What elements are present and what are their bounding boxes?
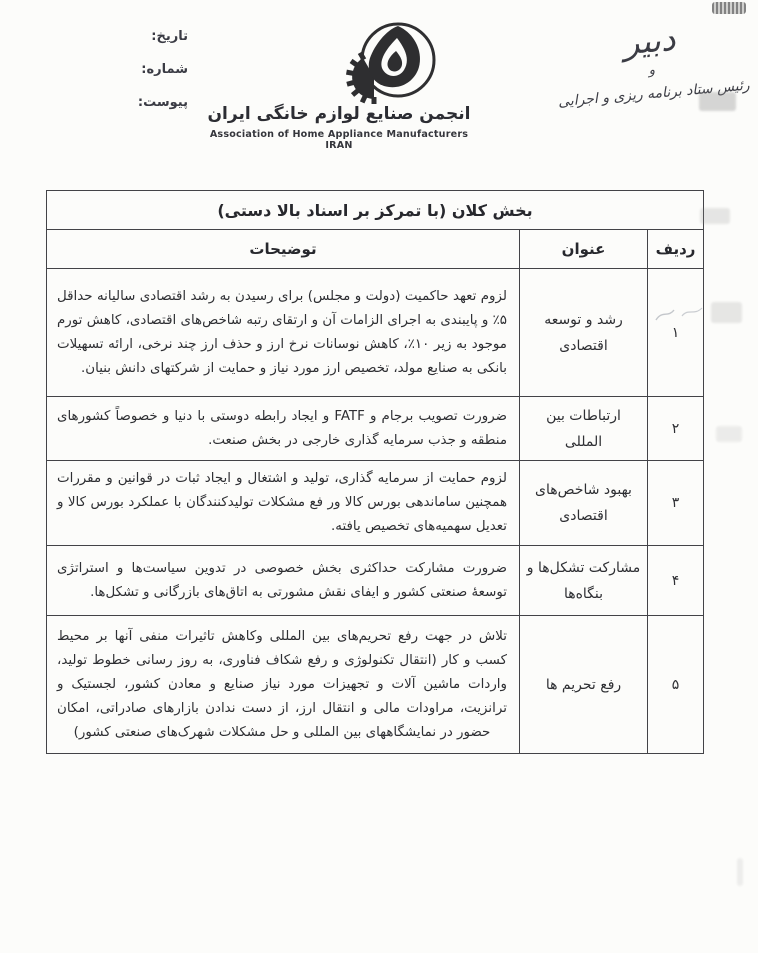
scan-artifact xyxy=(712,2,746,14)
table-title: بخش کلان (با تمرکز بر اسناد بالا دستی) xyxy=(47,191,704,230)
header-subject: عنوان xyxy=(520,230,648,269)
gear-flame-logo-icon xyxy=(336,20,456,104)
row-description: لزوم تعهد حاکمیت (دولت و مجلس) برای رسیدن به رشد اقتصادی سالیانه حداقل ۵٪ و پایبندی به اجرای الزامات آن و ارتقای رتبه شاخص‌های اقتصادی، کاهش تورم موجود به زیر ۱۰٪، کاهش نوسانات نرخ ارز و حذف ارز چند نرخی، ارائه تسهیلات بانکی به صنایع مولد، تخصیص ارز مورد نیاز و حمایت از شرکتهای دانش بنیان. xyxy=(47,269,520,397)
row-number: ۲ xyxy=(648,397,704,461)
table-row xyxy=(47,546,704,616)
row-description: ضرورت تصویب برجام و FATF و ایجاد رابطه دوستی با دنیا و خصوصاً کشورهای منطقه و جذب سرمایه گذاری خارجی در بخش صنعت. xyxy=(47,397,520,461)
row-number: ۴ xyxy=(648,546,704,616)
attachment-label: پیوست: xyxy=(137,95,188,110)
calligraphy-conjunction: و xyxy=(648,62,656,79)
table-row xyxy=(47,616,704,754)
row-number: ۱ xyxy=(648,269,704,397)
pencil-scribble-artifact xyxy=(652,298,708,332)
row-subject: بهبود شاخص‌های اقتصادی xyxy=(520,461,648,546)
scan-artifact xyxy=(699,92,736,111)
org-name-persian: انجمن صنایع لوازم خانگی ایران xyxy=(207,104,471,124)
table-header-row xyxy=(47,230,704,269)
table-row xyxy=(47,461,704,546)
row-subject: رفع تحریم ها xyxy=(520,616,648,754)
row-description: لزوم حمایت از سرمایه گذاری، تولید و اشتغال و ایجاد ثبات در قوانین و مقررات همچنین ساماندهی بورس کالا ور فع مشکلات تولیدکنندگان با عملکرد بورس کالا و تعدیل سهمیه‌های تخصیص یافته. xyxy=(47,461,520,546)
calligraphy-title: دبیر xyxy=(621,18,677,63)
header-row-number: ردیف xyxy=(648,230,704,269)
date-label: تاریخ: xyxy=(151,29,188,44)
row-subject: ارتباطات بین المللی xyxy=(520,397,648,461)
row-description: ضرورت مشارکت حداکثری بخش خصوصی در تدوین سیاست‌ها و استراتژی توسعۀ صنعتی کشور و ایفای نقش مشورتی به اتاق‌های بازرگانی و تشکل‌ها. xyxy=(47,546,520,616)
scan-artifact xyxy=(700,208,730,224)
row-number: ۵ xyxy=(648,616,704,754)
number-label: شماره: xyxy=(141,62,188,77)
association-logo xyxy=(336,20,456,104)
scan-artifact xyxy=(737,858,743,886)
table-row xyxy=(47,397,704,461)
scan-artifact xyxy=(716,426,742,442)
table-row xyxy=(47,269,704,397)
row-subject: رشد و توسعه اقتصادی xyxy=(520,269,648,397)
header-description: توضیحات xyxy=(47,230,520,269)
org-name-english: Association of Home Appliance Manufacturers IRAN xyxy=(209,129,469,151)
org-name-block xyxy=(203,101,475,151)
letterhead-fields xyxy=(98,28,188,127)
row-number: ۳ xyxy=(648,461,704,546)
row-subject: مشارکت تشکل‌ها و بنگاه‌ها xyxy=(520,546,648,616)
row-description: تلاش در جهت رفع تحریم‌های بین المللی وکاهش تاثیرات منفی آنها بر محیط کسب و کار (انتقال تکنولوژی و رفع شکاف فناوری، به روز رسانی خطوط تولید، واردات ماشین آلات و تجهیزات مورد نیاز صنایع و معادن کشور، لجستیک و ترانزیت، مراودات مالی و انتقال ارز، از دست ندادن بازارهای صادراتی، امکان حضور در نمایشگاههای بین المللی و حل مشکلات شهرک‌های صنعتی کشور) xyxy=(47,616,520,754)
macro-section-table xyxy=(46,190,704,754)
scan-artifact xyxy=(711,302,742,323)
calligraphy-role: رئیس ستاد برنامه ریزی و اجرایی xyxy=(557,77,751,111)
table-title-row xyxy=(47,191,704,230)
